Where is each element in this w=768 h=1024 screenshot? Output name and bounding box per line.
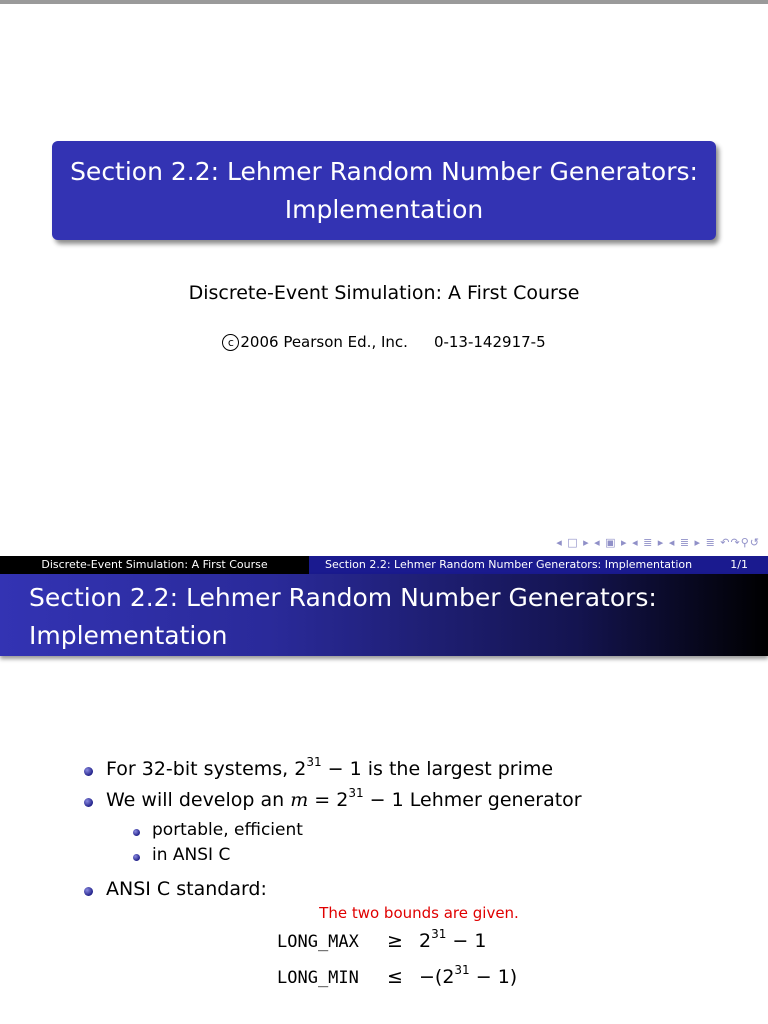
- bullet-icon: [84, 767, 93, 776]
- sub-list-item: portable, efficient: [152, 820, 303, 840]
- page-top-border: [0, 0, 768, 4]
- title-line-2: Implementation: [284, 195, 484, 224]
- frame-title-line-2: Implementation: [29, 621, 228, 650]
- slide-footer: [0, 556, 768, 574]
- beamer-navigation-bar[interactable]: ◂ □ ▸ ◂ ▣ ▸ ◂ ≣ ▸ ◂ ≣ ▸ ≣ ↶↷⚲↺: [556, 536, 760, 549]
- bullet-icon: [84, 887, 93, 896]
- copyright-line: [0, 333, 768, 351]
- sub-bullet-icon: [133, 854, 140, 861]
- footer-course-title: Discrete-Event Simulation: A First Course: [0, 556, 309, 574]
- list-item: We will develop an $m = 2^{31} - 1$ Lehmer generator: [106, 786, 582, 811]
- title-block: [52, 141, 716, 240]
- footer-page-number: 1/1: [730, 558, 748, 571]
- frame-title-line-1: Section 2.2: Lehmer Random Number Generators:: [29, 583, 657, 612]
- sub-bullet-icon: [133, 829, 140, 836]
- equation-long-min: LONG_MIN ≤ $-(2^{31} - 1)$: [277, 963, 518, 988]
- list-item: ANSI C standard:: [106, 878, 267, 900]
- annotation-note: The two bounds are given.: [319, 904, 519, 922]
- bullet-icon: [84, 798, 93, 807]
- subtitle: Discrete-Event Simulation: A First Course: [188, 282, 580, 304]
- copyright-icon: c: [222, 334, 239, 351]
- frame-title: [0, 574, 768, 656]
- sub-list-item: in ANSI C: [152, 845, 231, 865]
- title-line-1: Section 2.2: Lehmer Random Number Generators:: [70, 157, 698, 186]
- equation-long-max: LONG_MAX ≥ $2^{31} - 1$: [277, 927, 487, 952]
- copyright-text: 2006 Pearson Ed., Inc.: [240, 333, 408, 351]
- footer-section-title: Section 2.2: Lehmer Random Number Generators: Implementation: [325, 558, 693, 571]
- isbn-text: 0-13-142917-5: [433, 333, 546, 351]
- footer-section: [309, 556, 768, 574]
- list-item: For 32-bit systems, $2^{31} - 1$ is the largest prime: [106, 755, 554, 780]
